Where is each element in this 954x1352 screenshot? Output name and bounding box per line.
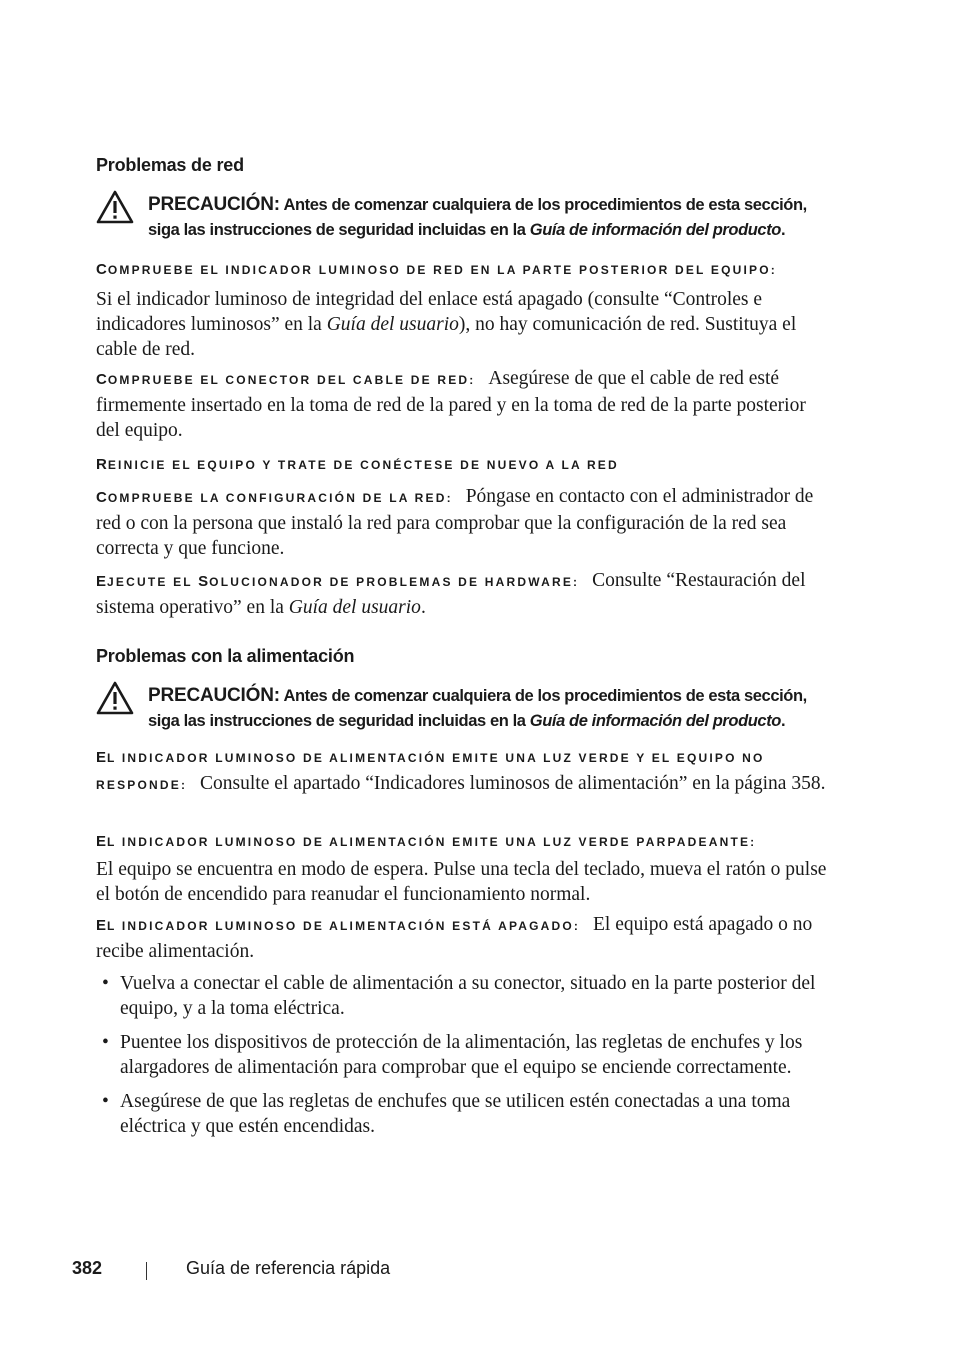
- item-lead: EJECUTE EL SOLUCIONADOR DE PROBLEMAS DE HARDWARE:: [96, 573, 580, 590]
- caution-doc-title: Guía de información del producto: [529, 221, 781, 239]
- item-restart: [96, 451, 828, 478]
- item-lead: COMPRUEBE LA CONFIGURACIÓN DE LA RED:: [96, 489, 453, 506]
- caution-power: PRECAUCIÓN: Antes de comenzar cualquiera de los procedimientos de esta sección, siga las instrucciones de seguridad incluidas en la Guía de información del producto.: [96, 681, 828, 732]
- item-body: Póngase en contacto con el administrador de red o con la persona que instaló la red para comprobar que la configuración de la red sea correcta y que funcione.: [96, 486, 814, 559]
- item-body: Asegúrese de que el cable de red esté firmemente insertado en la toma de red de la pared y en la toma de red de la parte posterior del equipo.: [96, 368, 806, 441]
- list-item: • Vuelva a conectar el cable de alimentación a su conector, situado en la parte posterior del equipo, y a la toma eléctrica.: [102, 973, 816, 1019]
- power-checklist: [96, 971, 828, 1148]
- warning-triangle-icon: [96, 190, 134, 224]
- caution-label: PRECAUCIÓN:: [148, 194, 280, 215]
- page-number: 382: [72, 1258, 103, 1278]
- caution-doc-title: Guía de información del producto: [529, 712, 781, 730]
- list-item: • Asegúrese de que las regletas de enchufes que se utilicen estén conectadas a una toma eléctrica y que estén encendidas.: [102, 1091, 791, 1137]
- section-heading-power: Problemas con la alimentación: [96, 646, 355, 666]
- item-hardware-troubleshooter: [96, 568, 828, 620]
- item-body: Consulte el apartado “Indicadores luminosos de alimentación” en la página 358.: [200, 773, 826, 794]
- item-body: Consulte “Restauración del sistema operativo” en la Guía del usuario.: [96, 570, 806, 618]
- item-link-light: [96, 256, 828, 362]
- item-body: El equipo está apagado o no recibe alimentación.: [96, 914, 813, 962]
- item-power-off: [96, 912, 828, 964]
- footer-doc-title: Guía de referencia rápida: [186, 1258, 391, 1278]
- section-heading-network: Problemas de red: [96, 155, 244, 175]
- item-lead: EL INDICADOR LUMINOSO DE ALIMENTACIÓN ESTÁ APAGADO:: [96, 917, 581, 934]
- item-cable-connector: [96, 366, 828, 443]
- item-lead: COMPRUEBE EL INDICADOR LUMINOSO DE RED EN LA PARTE POSTERIOR DEL EQUIPO:: [96, 261, 777, 278]
- footer-divider: [146, 1262, 147, 1280]
- caution-label: PRECAUCIÓN:: [148, 685, 280, 706]
- item-lead: REINICIE EL EQUIPO Y TRATE DE CONÉCTESE DE NUEVO A LA RED: [96, 456, 619, 473]
- item-green-blinking: [96, 828, 828, 907]
- item-body: Si el indicador luminoso de integridad del enlace está apagado (consulte “Controles e indicadores luminosos” en la Guía del usuario), no hay comunicación de red. Sustituya el cable de red.: [96, 289, 797, 360]
- item-network-config: [96, 484, 828, 561]
- caution-text: Antes de comenzar cualquiera de los procedimientos de esta sección, siga las instrucciones de seguridad incluidas en la: [148, 196, 807, 239]
- item-lead: COMPRUEBE EL CONECTOR DEL CABLE DE RED:: [96, 371, 476, 388]
- list-item: • Puentee los dispositivos de protección de la alimentación, las regletas de enchufes y los alargadores de alimentación para comprobar que el equipo se enciende correctamente.: [102, 1032, 803, 1078]
- warning-triangle-icon: [96, 681, 134, 715]
- item-lead: EL INDICADOR LUMINOSO DE ALIMENTACIÓN EMITE UNA LUZ VERDE Y EL EQUIPO NO RESPONDE:: [96, 749, 765, 792]
- item-lead: EL INDICADOR LUMINOSO DE ALIMENTACIÓN EMITE UNA LUZ VERDE PARPADEANTE:: [96, 833, 757, 850]
- item-green-no-response: [96, 744, 828, 798]
- caution-text: Antes de comenzar cualquiera de los procedimientos de esta sección, siga las instrucciones de seguridad incluidas en la: [148, 687, 807, 730]
- caution-network: PRECAUCIÓN: Antes de comenzar cualquiera de los procedimientos de esta sección, siga las instrucciones de seguridad incluidas en la Guía de información del producto.: [96, 190, 828, 241]
- item-body: El equipo se encuentra en modo de espera. Pulse una tecla del teclado, mueva el ratón o pulse el botón de encendido para reanudar el funcionamiento normal.: [96, 859, 827, 905]
